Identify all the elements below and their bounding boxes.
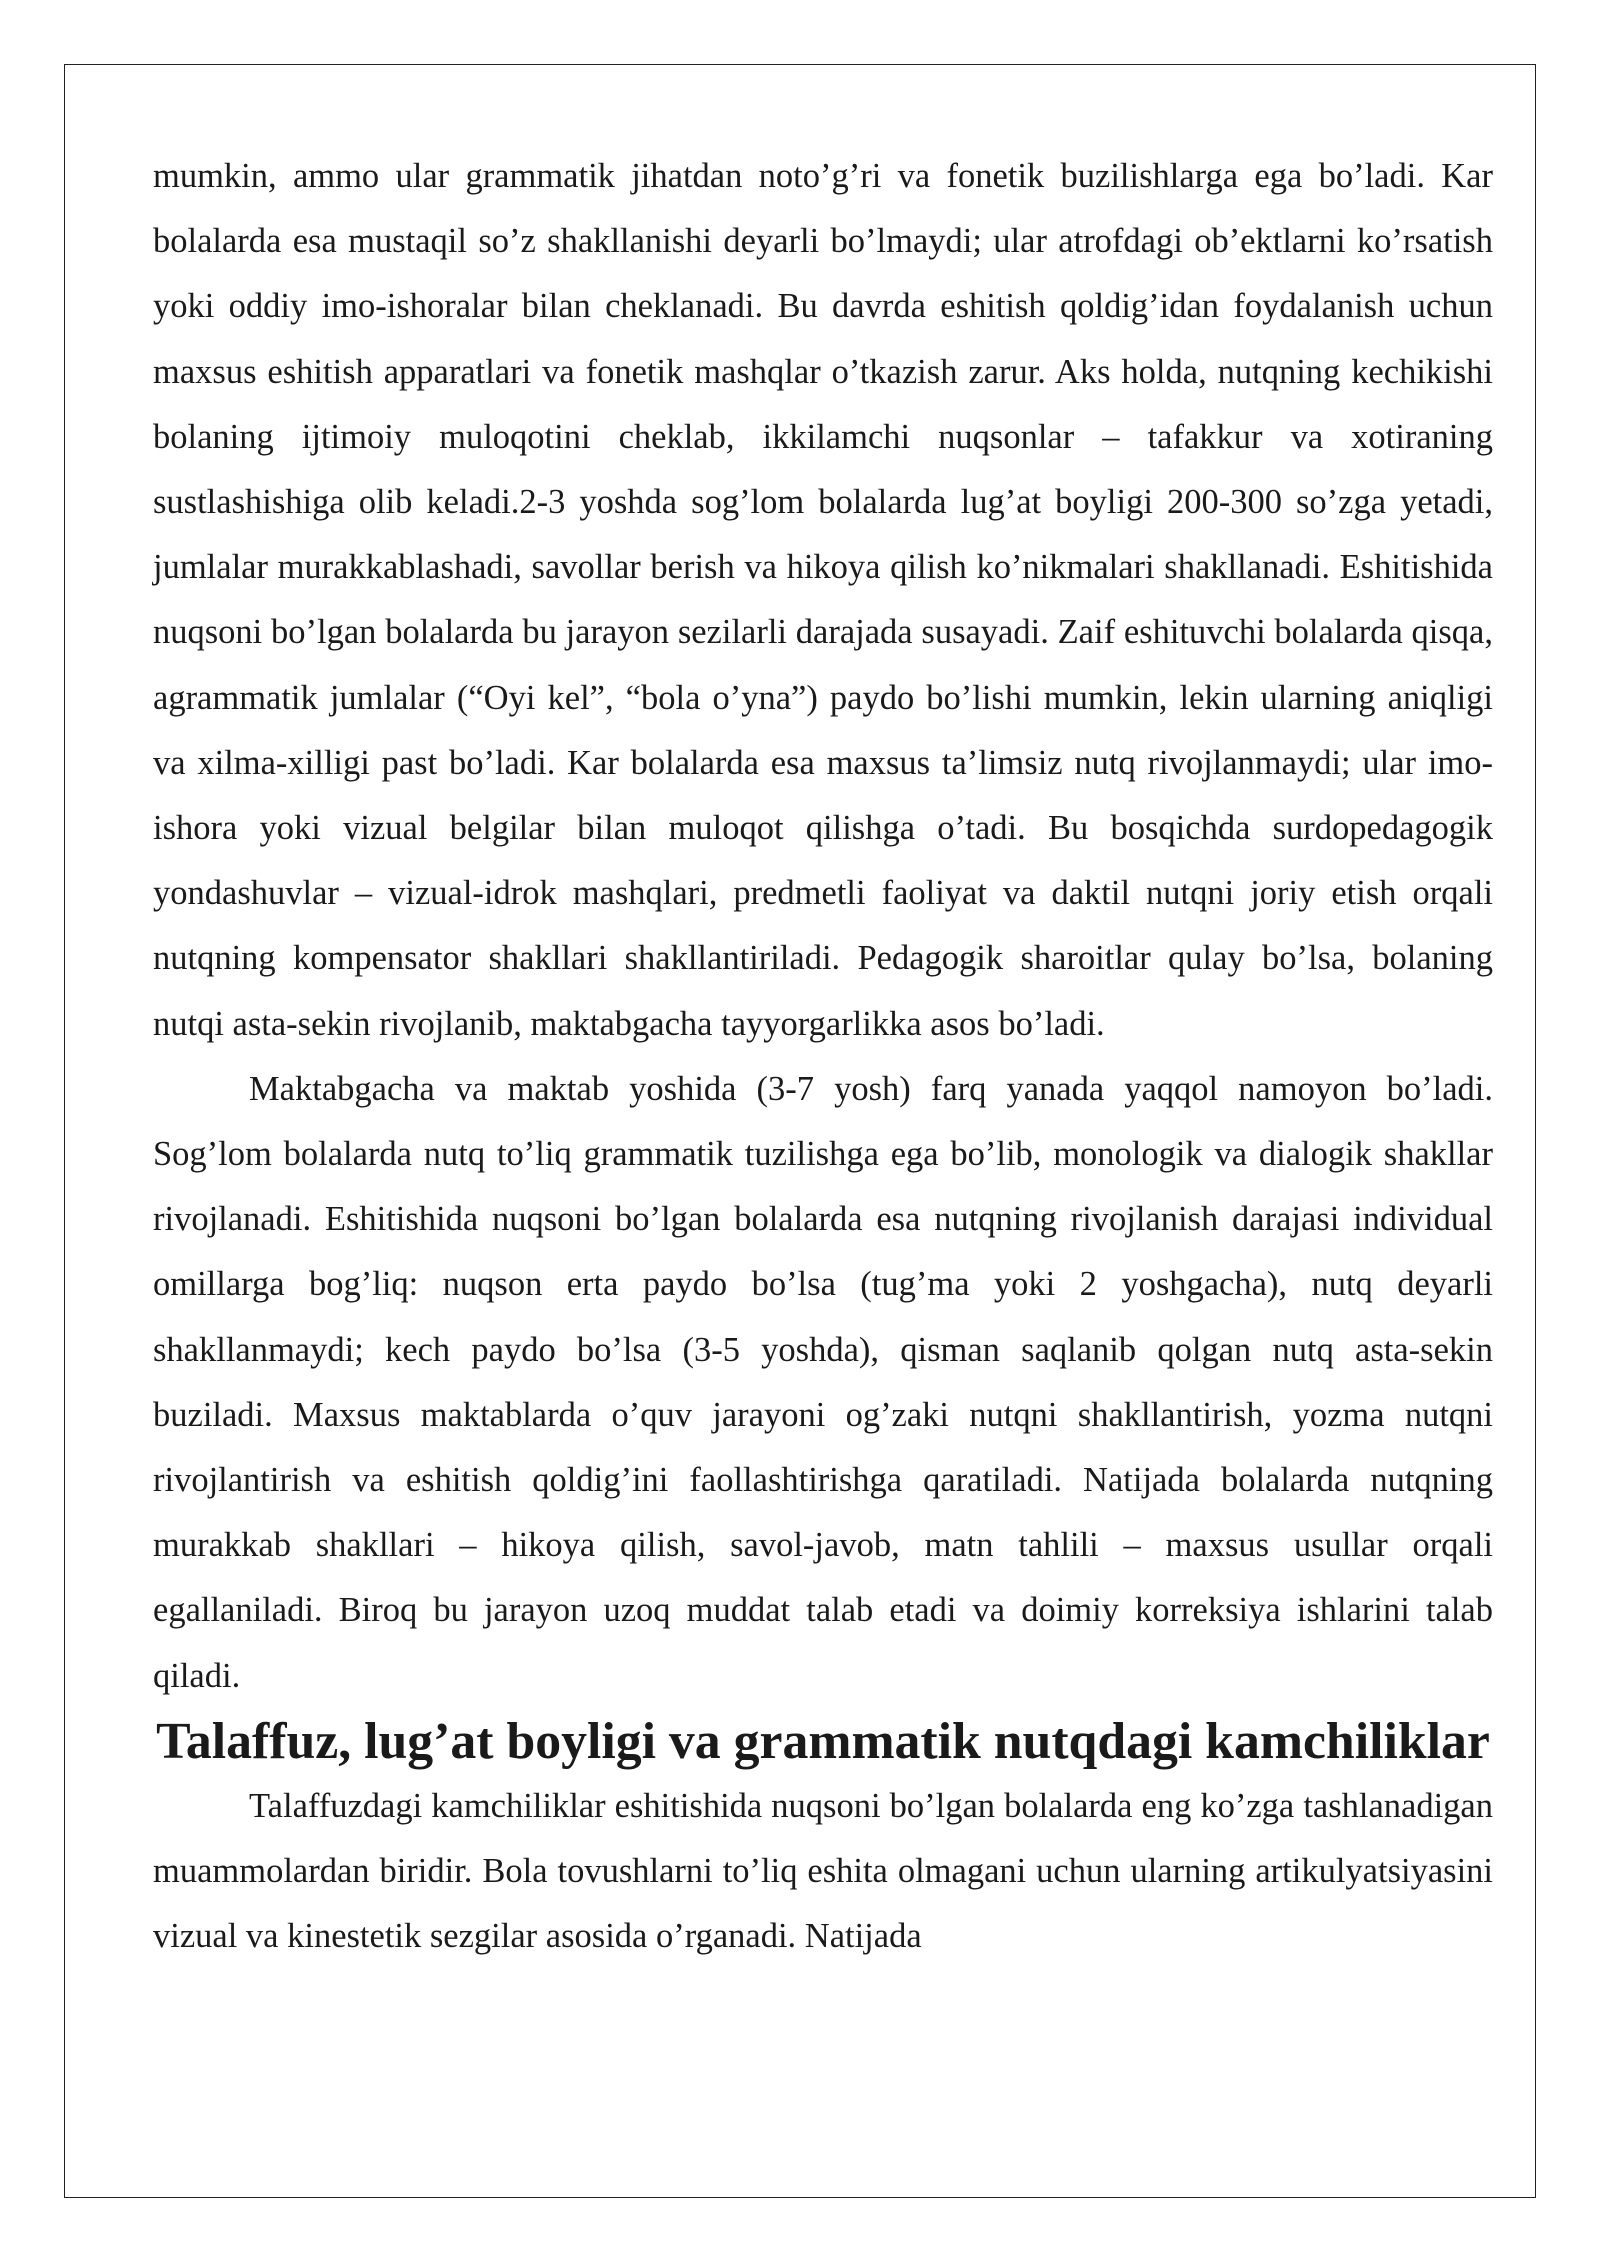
section-heading: Talaffuz, lug’at boyligi va grammatik nutqdagi kamchiliklar (156, 1712, 1490, 1770)
paragraph-2: Maktabgacha va maktab yoshida (3-7 yosh) farq yanada yaqqol namoyon bo’ladi. Sog’lom bolalarda nutq to’liq grammatik tuzilishga ega bo’lib, monologik va dialogik shakllar rivojlanadi. Eshitishida nuqsoni bo’lgan bolalarda esa nutqning rivojlanish darajasi individual omillarga bog’liq: nuqson erta paydo bo’lsa (tug’ma yoki 2 yoshgacha), nutq deyarli shakllanmaydi; kech paydo bo’lsa (3-5 yoshda), qisman saqlanib qolgan nutq asta-sekin buziladi. Maxsus maktablarda o’quv jarayoni og’zaki nutqni shakllantirish, yozma nutqni rivojlantirish va eshitish qoldig’ini faollashtirishga qaratiladi. Natijada bolalarda nutqning murakkab shakllari – hikoya qilish, savol-javob, matn tahlili – maxsus usullar orqali egallaniladi. Biroq bu jarayon uzoq muddat talab etadi va doimiy korreksiya ishlarini talab qiladi. (153, 1069, 1493, 1695)
paragraph-3: Talaffuzdagi kamchiliklar eshitishida nuqsoni bo’lgan bolalarda eng ko’zga tashlanadigan muammolardan biridir. Bola tovushlarni to’liq eshita olmagani uchun ularning artikulyatsiyasini vizual va kinestetik sezgilar asosida o’rganadi. Natijada (153, 1787, 1493, 1956)
paragraph-1: mumkin, ammo ular grammatik jihatdan noto’g’ri va fonetik buzilishlarga ega bo’ladi. Kar bolalarda esa mustaqil so’z shakllanishi deyarli bo’lmaydi; ular atrofdagi ob’ektlarni ko’rsatish yoki oddiy imo-ishoralar bilan cheklanadi. Bu davrda eshitish qoldig’idan foydalanish uchun maxsus eshitish apparatlari va fonetik mashqlar o’tkazish zarur. Aks holda, nutqning kechikishi bolaning ijtimoiy muloqotini cheklab, ikkilamchi nuqsonlar – tafakkur va xotiraning sustlashishiga olib keladi.2-3 yoshda sog’lom bolalarda lug’at boyligi 200-300 so’zga yetadi, jumlalar murakkablashadi, savollar berish va hikoya qilish ko’nikmalari shakllanadi. Eshitishida nuqsoni bo’lgan bolalarda bu jarayon sezilarli darajada susayadi. Zaif eshituvchi bolalarda qisqa, agrammatik jumlalar (“Oyi kel”, “bola o’yna”) paydo bo’lishi mumkin, lekin ularning aniqligi va xilma-xilligi past bo’ladi. Kar bolalarda esa maxsus ta’limsiz nutq rivojlanmaydi; ular imo-ishora yoki vizual belgilar bilan muloqot qilishga o’tadi. Bu bosqichda surdopedagogik yondashuvlar – vizual-idrok mashqlari, predmetli faoliyat va daktil nutqni joriy etish orqali nutqning kompensator shakllari shakllantiriladi. Pedagogik sharoitlar qulay bo’lsa, bolaning nutqi asta-sekin rivojlanib, maktabgacha tayyorgarlikka asos bo’ladi. (153, 157, 1493, 1043)
document-body (153, 144, 1493, 1970)
